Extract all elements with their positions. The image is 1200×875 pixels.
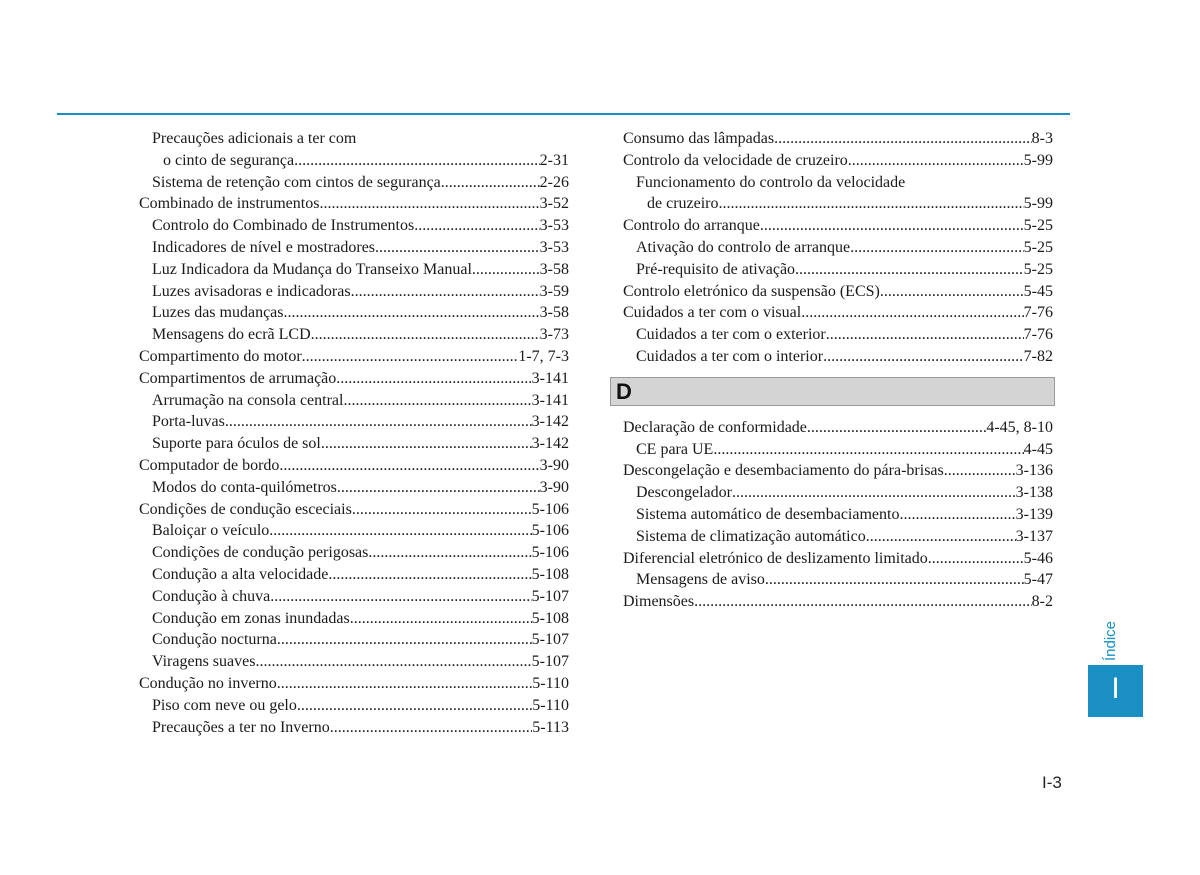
entry-label: Condições de condução esceciais [139,500,352,518]
entry-page-ref: 4-45 [1023,440,1053,458]
leader-dots [337,477,540,499]
entry-label: Condução no inverno [139,674,277,692]
index-entry [139,150,569,172]
entry-label: Sistema de climatização automático [636,527,866,545]
entry-page-ref: 5-99 [1023,151,1053,169]
entry-page-ref: 5-25 [1023,260,1053,278]
entry-label: Dimensões [623,593,695,611]
entry-label: Cuidados a ter com o exterior [636,326,826,344]
entry-page-ref: 3-137 [1015,527,1053,545]
entry-page-ref: 5-47 [1023,571,1053,589]
entry-label: Combinado de instrumentos [139,195,320,213]
entry-label: Controlo eletrónico da suspensão (ECS) [623,282,880,300]
entry-label: Condução nocturna [152,631,277,649]
leader-dots [850,237,1024,259]
entry-label: de cruzeiro [647,195,719,213]
entry-label: o cinto de segurança [163,151,295,169]
entry-label: Luz Indicadora da Mudança do Transeixo Manual [152,260,472,278]
entry-page-ref: 3-73 [539,326,569,344]
entry-page-ref: 3-138 [1015,484,1053,502]
entry-label: Sistema automático de desembaciamento [636,505,900,523]
entry-label: Arrumação na consola central [152,391,344,409]
index-entry [623,150,1053,172]
index-column-right [616,128,1053,613]
index-entry [623,172,1053,194]
entry-page-ref: 3-90 [539,478,569,496]
index-entry [623,569,1053,591]
leader-dots [328,564,531,586]
leader-dots [944,460,1016,482]
leader-dots [774,128,1032,150]
section-letter: D [616,378,632,404]
leader-dots [352,499,532,521]
entry-page-ref: 3-136 [1015,462,1053,480]
entry-page-ref: 3-59 [539,282,569,300]
leader-dots [297,695,532,717]
entry-page-ref: 5-46 [1023,549,1053,567]
index-entry [139,629,569,651]
entry-page-ref: 2-26 [539,173,569,191]
leader-dots [225,411,532,433]
index-entry [623,128,1053,150]
entry-label: Porta-luvas [152,413,225,431]
index-entry [623,504,1053,526]
leader-dots [294,150,540,172]
entry-page-ref: 4-45, 8-10 [986,418,1053,436]
entry-label: Baloiçar o veículo [152,522,270,540]
leader-dots [866,526,1016,548]
entry-page-ref: 5-106 [531,522,569,540]
entry-page-ref: 3-53 [539,238,569,256]
entry-label: Precauções a ter no Inverno [152,718,330,736]
entry-label: Piso com neve ou gelo [152,696,297,714]
leader-dots [255,651,531,673]
entry-page-ref: 5-25 [1023,217,1053,235]
index-entry [139,411,569,433]
entry-label: Luzes avisadoras e indicadoras [152,282,351,300]
leader-dots [321,433,532,455]
index-entry [139,390,569,412]
leader-dots [279,455,539,477]
entry-label: Mensagens de aviso [636,571,765,589]
index-entry [139,324,569,346]
leader-dots [826,324,1024,346]
leader-dots [719,193,1024,215]
entry-page-ref: 5-106 [531,544,569,562]
index-entry [139,455,569,477]
entry-page-ref: 3-53 [539,217,569,235]
entry-page-ref: 8-3 [1031,130,1053,147]
leader-dots [368,542,531,564]
entry-page-ref: 5-99 [1023,195,1053,213]
entry-page-ref: 5-107 [531,631,569,649]
leader-dots [319,193,539,215]
index-entry [139,499,569,521]
entry-label: Mensagens do ecrã LCD [152,326,311,344]
entry-label: Cuidados a ter com o visual [623,304,802,322]
header-rule [57,113,1070,115]
page-number: I-3 [1042,773,1062,792]
entry-label: Luzes das mudanças [152,304,284,322]
index-entry [139,281,569,303]
entry-page-ref: 5-113 [532,718,569,736]
index-entry [139,128,569,150]
leader-dots [330,717,533,739]
index-entry [139,673,569,695]
entry-page-ref: 5-107 [531,587,569,605]
index-entry [623,193,1053,215]
entry-page-ref: 5-107 [531,653,569,671]
index-entry [623,237,1053,259]
index-entry [139,586,569,608]
leader-dots [801,302,1023,324]
entry-page-ref: 3-141 [531,391,569,409]
entry-page-ref: 3-58 [539,304,569,322]
entry-label: Funcionamento do controlo da velocidade [636,173,906,191]
entry-label: Declaração de conformidade [623,418,807,436]
entry-label: Modos do conta-quilómetros [152,478,337,496]
entry-page-ref: 3-141 [531,369,569,387]
entry-page-ref: 5-106 [531,500,569,518]
index-entry [623,439,1053,461]
chapter-tab [1088,665,1143,717]
index-entry [623,548,1053,570]
leader-dots [928,548,1024,570]
leader-dots [441,172,540,194]
index-entry [139,542,569,564]
index-entry [139,717,569,739]
entry-label: Sistema de retenção com cintos de segurança [152,173,441,191]
index-entry [139,215,569,237]
entry-page-ref: 5-108 [531,609,569,627]
entry-page-ref: 5-110 [532,696,569,714]
entry-label: Compartimentos de arrumação [139,369,337,387]
index-entry [623,482,1053,504]
leader-dots [807,417,986,439]
leader-dots [277,629,532,651]
entry-page-ref: 3-52 [539,195,569,213]
index-entry [139,346,569,368]
leader-dots [350,608,532,630]
leader-dots [270,586,531,608]
entry-label: Descongelador [636,484,732,502]
side-section-label [1100,613,1122,663]
entry-page-ref: 3-142 [531,413,569,431]
entry-label: Consumo das lâmpadas [623,130,775,147]
entry-label: Suporte para óculos de sol [152,435,321,453]
entry-page-ref: 5-25 [1023,238,1053,256]
index-entry [623,259,1053,281]
leader-dots [351,281,540,303]
index-entry [623,417,1053,439]
index-entry [139,193,569,215]
leader-dots [694,591,1032,613]
c-entries-list [623,128,1053,368]
index-entry [139,651,569,673]
index-entry [139,608,569,630]
leader-dots [795,259,1024,281]
leader-dots [302,346,519,368]
leader-dots [713,439,1023,461]
leader-dots [760,215,1024,237]
chapter-tab-letter: I [1111,672,1120,705]
index-entry [139,172,569,194]
leader-dots [823,346,1024,368]
index-entry [139,477,569,499]
entry-label: Ativação do controlo de arranque [636,238,851,256]
index-entry [623,281,1053,303]
entry-page-ref: 3-139 [1015,505,1053,523]
leader-dots [899,504,1015,526]
index-entry [623,302,1053,324]
entry-label: Precauções adicionais a ter com [152,130,357,147]
index-entry [623,460,1053,482]
entry-page-ref: 2-31 [539,151,569,169]
d-entries-list [623,417,1053,613]
entry-label: Computador de bordo [139,456,280,474]
index-entry [139,695,569,717]
index-entry [139,368,569,390]
entry-page-ref: 8-2 [1031,593,1053,611]
leader-dots [284,302,540,324]
entry-label: Indicadores de nível e mostradores [152,238,376,256]
entry-page-ref: 5-108 [531,565,569,583]
entry-label: Pré-requisito de ativação [636,260,796,278]
leader-dots [880,281,1024,303]
index-entry [623,526,1053,548]
entry-page-ref: 7-76 [1023,326,1053,344]
index-entry [139,259,569,281]
leader-dots [311,324,540,346]
entry-page-ref: 7-82 [1023,347,1053,365]
index-entry [623,591,1053,613]
entry-label: Viragens suaves [152,653,256,671]
leader-dots [472,259,540,281]
entry-page-ref: 5-110 [532,674,569,692]
entry-label: Condições de condução perigosas [152,544,369,562]
entry-label: Controlo do Combinado de Instrumentos [152,217,415,235]
index-entry [139,302,569,324]
entry-page-ref: 3-58 [539,260,569,278]
section-header-d [610,377,1055,406]
entry-page-ref: 7-76 [1023,304,1053,322]
entry-label: Controlo da velocidade de cruzeiro [623,151,848,169]
leader-dots [765,569,1024,591]
side-label-text: Índice [1102,620,1119,661]
index-entry [623,324,1053,346]
entry-page-ref: 3-142 [531,435,569,453]
entry-label: Cuidados a ter com o interior [636,347,824,365]
index-entry [623,346,1053,368]
index-entry [623,215,1053,237]
entry-label: Condução a alta velocidade [152,565,329,583]
leader-dots [277,673,533,695]
index-entry [139,237,569,259]
leader-dots [343,390,531,412]
leader-dots [269,520,531,542]
entry-label: Compartimento do motor [139,347,302,365]
entry-label: CE para UE [636,440,714,458]
leader-dots [732,482,1016,504]
entry-label: Descongelação e desembaciamento do pára-brisas [623,462,944,480]
entry-label: Controlo do arranque [623,217,760,235]
entry-label: Condução em zonas inundadas [152,609,350,627]
entry-label: Diferencial eletrónico de deslizamento limitado [623,549,928,567]
leader-dots [375,237,540,259]
entry-page-ref: 3-90 [539,456,569,474]
leader-dots [336,368,531,390]
entry-page-ref: 1-7, 7-3 [518,347,569,365]
leader-dots [414,215,539,237]
index-column-left [139,128,569,738]
index-entry [139,564,569,586]
entry-label: Condução à chuva [152,587,271,605]
leader-dots [848,150,1024,172]
index-entry [139,520,569,542]
entry-page-ref: 5-45 [1023,282,1053,300]
index-entry [139,433,569,455]
